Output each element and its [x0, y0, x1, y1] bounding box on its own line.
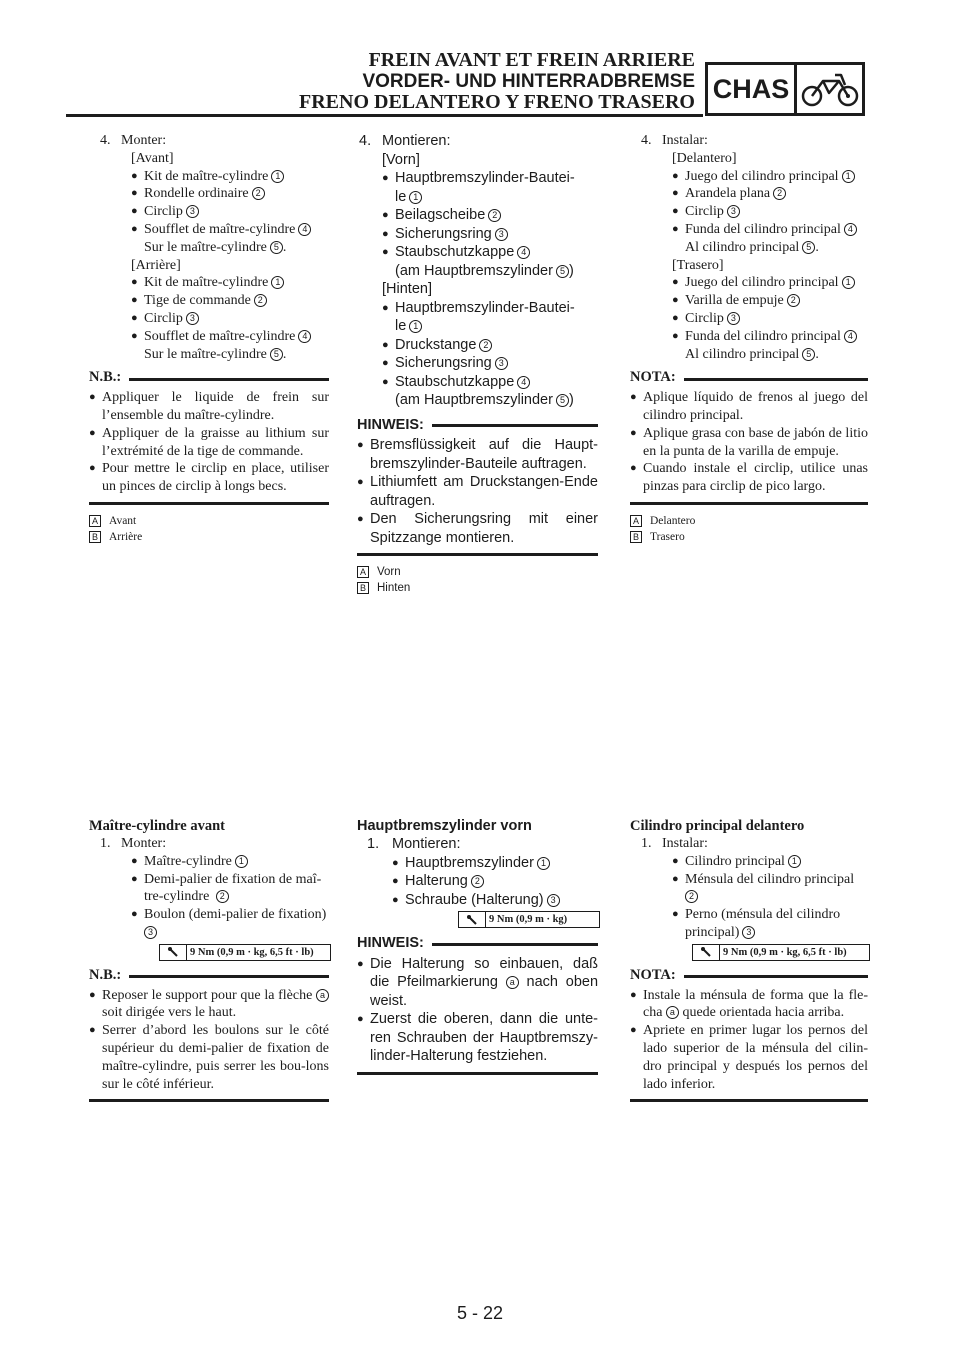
note-item: ● Appliquer de la graisse au lithium sur l’extrémité de la tige de commande.: [89, 425, 329, 459]
note-header: N.B.:: [89, 369, 329, 387]
list-item: ● Juego del cilindro principal 1: [630, 168, 868, 186]
section-title: Cilindro principal delantero: [630, 818, 805, 834]
list-item: ● Funda del cilindro principal 4 Al cilindro principal 5 .: [630, 328, 868, 364]
note-header: NOTA:: [630, 967, 868, 985]
note-item: ● Apriete en primer lugar los pernos del lado superior de la ménsula del cilin-dro principal y después los pernos del lado inferior.: [630, 1023, 868, 1092]
section-title: Hauptbremszylinder vorn: [357, 818, 532, 834]
list-item: ● Circlip 3: [89, 203, 329, 221]
list-item: ● Cilindro principal 1: [630, 853, 868, 871]
note-end-rule: [89, 1099, 329, 1102]
list-item: ● Demi-palier de fixation de maî-tre-cylindre 2: [131, 871, 322, 905]
list-item: ● Arandela plana 2: [630, 185, 868, 203]
note-header: NOTA:: [630, 369, 868, 387]
note-item: ● Instale la ménsula de forma que la fle-cha a quede orientada hacia arriba.: [630, 987, 868, 1021]
list-item: ● Soufflet de maître-cylindre 4 Sur le maître-cylindre 5 .: [89, 328, 329, 364]
note-end-rule: [89, 502, 329, 505]
legend: A Vorn B Hinten: [357, 564, 598, 596]
note-item: ● Bremsflüssigkeit auf die Haupt-bremszylinder-Bauteile auftragen.: [357, 437, 598, 472]
torque-spec: 9 Nm (0,9 m · kg): [458, 911, 600, 928]
note-item: ● Serrer d’abord les boulons sur le côté supérieur du demi-palier de fixation de maître-cylindre, puis serrer les bou-lons sur le côté inférieur.: [89, 1023, 329, 1092]
note-item: ● Appliquer le liquide de frein sur l’ensemble du maître-cylindre.: [89, 390, 329, 423]
list-item: ● Schraube (Halterung) 3: [357, 891, 598, 910]
list-item: ● Kit de maître-cylindre 1: [89, 168, 329, 186]
list-item: ● Staubschutzkappe 4 (am Hauptbremszylinder 5 ): [382, 244, 574, 279]
rear-label: [Arrière]: [131, 257, 181, 273]
rear-label: [Hinten]: [382, 281, 432, 297]
torque-wrench-icon: [693, 945, 720, 960]
list-item: ● Kit de maître-cylindre 1: [89, 274, 329, 292]
note-item: ● Aplique líquido de frenos al juego del cilindro principal.: [630, 390, 868, 423]
list-item: ● Staubschutzkappe 4 (am Hauptbremszylinder 5 ): [382, 373, 574, 408]
list-item: ● Halterung 2: [357, 872, 598, 891]
note-item: ● Zuerst die oberen, dann die unte-ren Schrauben der Hauptbremszy-linder-Halterung festziehen.: [357, 1011, 598, 1064]
note-end-rule: [357, 1072, 598, 1075]
list-item: ● Hauptbremszylinder-Bautei- le 1: [382, 170, 575, 205]
page-number: 5 - 22: [456, 1303, 504, 1323]
badge-label: CHAS: [708, 65, 797, 113]
front-label: [Avant]: [131, 150, 174, 166]
note-item: ● Aplique grasa con base de jabón de litio en la punta de la varilla de empuje.: [630, 425, 868, 459]
step-1: 1. Instalar:: [641, 836, 708, 851]
torque-wrench-icon: [459, 912, 486, 927]
motorcycle-icon: [797, 65, 862, 113]
note-end-rule: [357, 553, 598, 556]
note-header: HINWEIS:: [357, 416, 598, 435]
list-item: ● Tige de commande 2: [89, 292, 329, 310]
note-item: ● Pour mettre le circlip en place, utiliser un pinces de circlip à longs becs.: [89, 461, 329, 495]
list-item: ● Circlip 3: [89, 310, 329, 328]
page-header-titles: [299, 50, 695, 113]
legend: A Delantero B Trasero: [630, 513, 868, 545]
list-item: ● Soufflet de maître-cylindre 4 Sur le maître-cylindre 5 .: [89, 221, 329, 257]
es-install-section: [630, 132, 868, 545]
list-item: ● Boulon (demi-palier de fixation) 3: [131, 907, 327, 937]
header-rule: [66, 114, 703, 117]
list-item: ● Maître-cylindre 1: [89, 853, 329, 871]
note-item: ● Reposer le support pour que la flèche a soit dirigée vers le haut.: [89, 987, 329, 1023]
note-item: ● Lithiumfett am Druckstangen-Ende auftragen.: [357, 474, 598, 509]
es-master-cylinder-section: [630, 817, 868, 1102]
step-4: 4. Monter:: [100, 133, 167, 148]
front-label: [Delantero]: [672, 150, 737, 166]
list-item: ● Hauptbremszylinder-Bautei- le 1: [382, 299, 575, 334]
torque-spec: 9 Nm (0,9 m · kg, 6,5 ft · lb): [159, 944, 331, 961]
note-end-rule: [630, 1099, 868, 1102]
de-master-cylinder-section: [357, 817, 598, 1075]
list-item: ● Circlip 3: [630, 310, 868, 328]
title-fr: FREIN AVANT ET FREIN ARRIERE: [368, 49, 695, 71]
chas-badge: [705, 62, 865, 116]
list-item: ● Juego del cilindro principal 1: [630, 274, 868, 292]
title-es: FRENO DELANTERO Y FRENO TRASERO: [299, 91, 695, 113]
fr-master-cylinder-section: [89, 817, 329, 1102]
list-item: ● Druckstange 2: [357, 336, 598, 355]
list-item: ● Sicherungsring 3: [357, 225, 598, 244]
list-item: ● Beilagscheibe 2: [357, 206, 598, 225]
front-label: [Vorn]: [382, 151, 420, 168]
list-item: ● Sicherungsring 3: [357, 354, 598, 373]
list-item: ● Funda del cilindro principal 4 Al cilindro principal 5 .: [630, 221, 868, 257]
de-install-section: [357, 132, 598, 596]
title-de: VORDER- UND HINTERRADBREMSE: [362, 71, 695, 92]
list-item: ● Rondelle ordinaire 2: [89, 185, 329, 203]
list-item: ● Varilla de empuje 2: [630, 292, 868, 310]
note-header: N.B.:: [89, 967, 329, 985]
fr-install-section: [89, 132, 329, 545]
list-item: ● Circlip 3: [630, 203, 868, 221]
step-1: 1. Montieren:: [367, 836, 461, 852]
torque-wrench-icon: [160, 945, 187, 960]
list-item: ● Hauptbremszylinder 1: [357, 854, 598, 873]
note-end-rule: [630, 502, 868, 505]
note-header: HINWEIS:: [357, 934, 598, 953]
step-4: 4. Instalar:: [641, 133, 708, 148]
step-1: 1. Monter:: [100, 836, 167, 851]
list-item: ● Ménsula del cilindro principal 2: [672, 871, 855, 902]
torque-spec: 9 Nm (0,9 m · kg, 6,5 ft · lb): [692, 944, 870, 961]
list-item: ● Perno (ménsula del cilindro principal) 3: [672, 907, 841, 940]
note-item: ● Den Sicherungsring mit einer Spitzzange montieren.: [357, 511, 598, 546]
step-4: 4. Montieren:: [359, 133, 451, 149]
note-item: ● Die Halterung so einbauen, daß die Pfeilmarkierung a nach oben weist.: [357, 955, 599, 1009]
note-item: ● Cuando instale el circlip, utilice unas pinzas para circlip de pico largo.: [630, 461, 868, 495]
rear-label: [Trasero]: [672, 257, 724, 273]
section-title: Maître-cylindre avant: [89, 818, 225, 834]
legend: A Avant B Arrière: [89, 513, 329, 545]
